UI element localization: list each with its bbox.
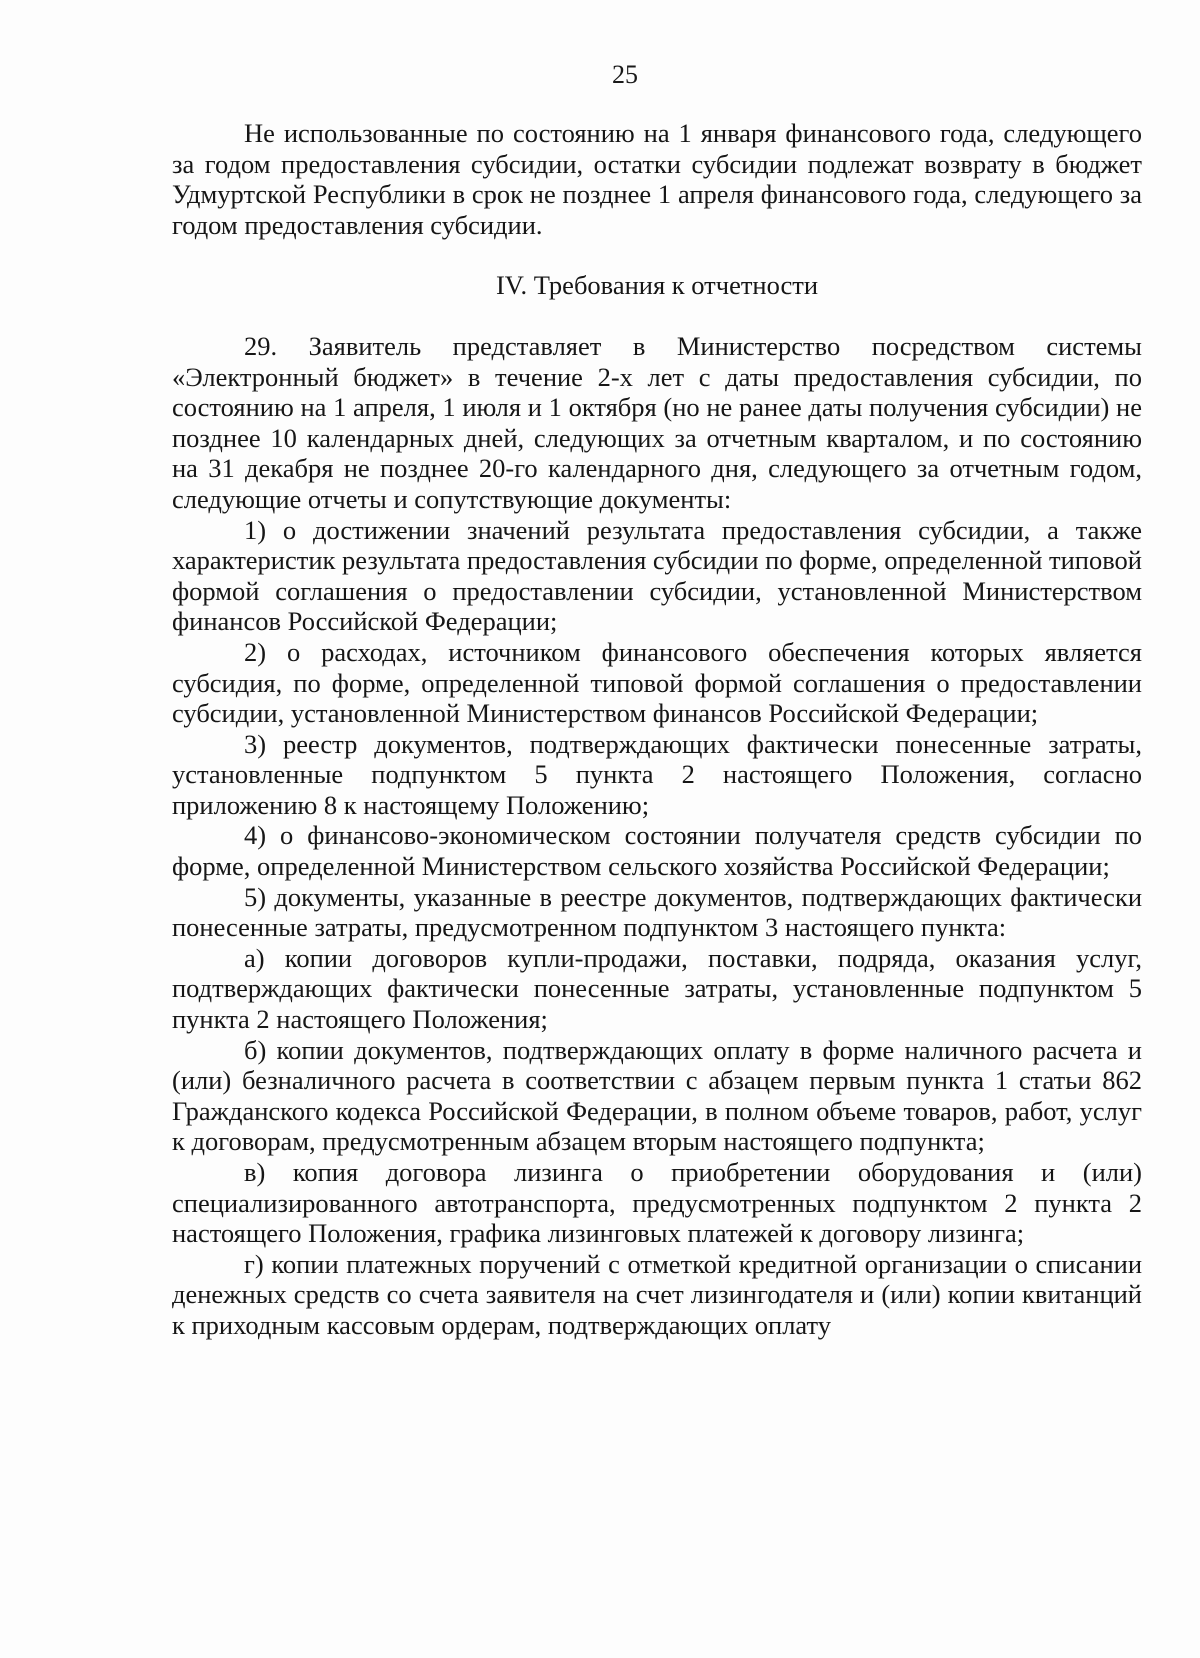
list-item-4: 4) о финансово-экономическом состоянии получателя средств субсидии по форме, определенной Министерством сельского хозяйства Российской Федерации;	[172, 820, 1142, 882]
list-item-3: 3) реестр документов, подтверждающих фактически понесенные затраты, установленные подпунктом 5 пункта 2 настоящего Положения, согласно приложению 8 к настоящему Положению;	[172, 728, 1142, 820]
page-number: 25	[612, 60, 638, 89]
sub-item-a: а) копии договоров купли-продажи, поставки, подряда, оказания услуг, подтверждающих фактически понесенные затраты, установленные подпунктом 5 пункта 2 настоящего Положения;	[172, 942, 1142, 1035]
sub-item-b: б) копии документов, подтверждающих оплату в форме наличного расчета и (или) безналичного расчета в соответствии с абзацем первым пункта 1 статьи 862 Гражданского кодекса Российской Федерации, в полном объеме товаров, работ, услуг к договорам, предусмотренным абзацем вторым настоящего подпункта;	[172, 1034, 1142, 1157]
paragraph-29: 29. Заявитель представляет в Министерство посредством системы «Электронный бюджет» в течение 2-х лет с даты предоставления субсидии, по состоянию на 1 апреля, 1 июля и 1 октября (но не ранее даты получения субсидии) не позднее 10 календарных дней, следующих за отчетным кварталом, и по состоянию на 31 декабря не позднее 20-го календарного дня, следующего за отчетным годом, следующие отчеты и сопутствующие документы:	[172, 330, 1142, 514]
sub-item-g: г) копии платежных поручений с отметкой кредитной организации о списании денежных средств со счета заявителя на счет лизингодателя и (или) копии квитанций к приходным кассовым ордерам, подтверждающих оплату	[172, 1248, 1142, 1340]
section-heading: IV. Требования к отчетности	[495, 270, 819, 301]
list-item-2: 2) о расходах, источником финансового обеспечения которых является субсидия, по форме, определенной типовой формой соглашения о предоставлении субсидии, установленной Министерством финансов Российской Федерации;	[172, 636, 1142, 729]
list-item-1: 1) о достижении значений результата предоставления субсидии, а также характеристик результата предоставления субсидии по форме, определенной типовой формой соглашения о предоставлении субсидии, установленной Министерством финансов Российской Федерации;	[172, 514, 1142, 637]
document-body	[172, 118, 1142, 1341]
list-item-5: 5) документы, указанные в реестре документов, подтверждающих фактически понесенные затраты, предусмотренном подпунктом 3 настоящего пункта:	[172, 881, 1142, 943]
paragraph-unused-balance: Не использованные по состоянию на 1 января финансового года, следующего за годом предоставления субсидии, остатки субсидии подлежат возврату в бюджет Удмуртской Республики в срок не позднее 1 апреля финансового года, следующего за годом предоставления субсидии.	[172, 118, 1142, 240]
sub-item-v: в) копия договора лизинга о приобретении оборудования и (или) специализированного автотранспорта, предусмотренных подпунктом 2 пункта 2 настоящего Положения, графика лизинговых платежей к договору лизинга;	[172, 1157, 1142, 1249]
